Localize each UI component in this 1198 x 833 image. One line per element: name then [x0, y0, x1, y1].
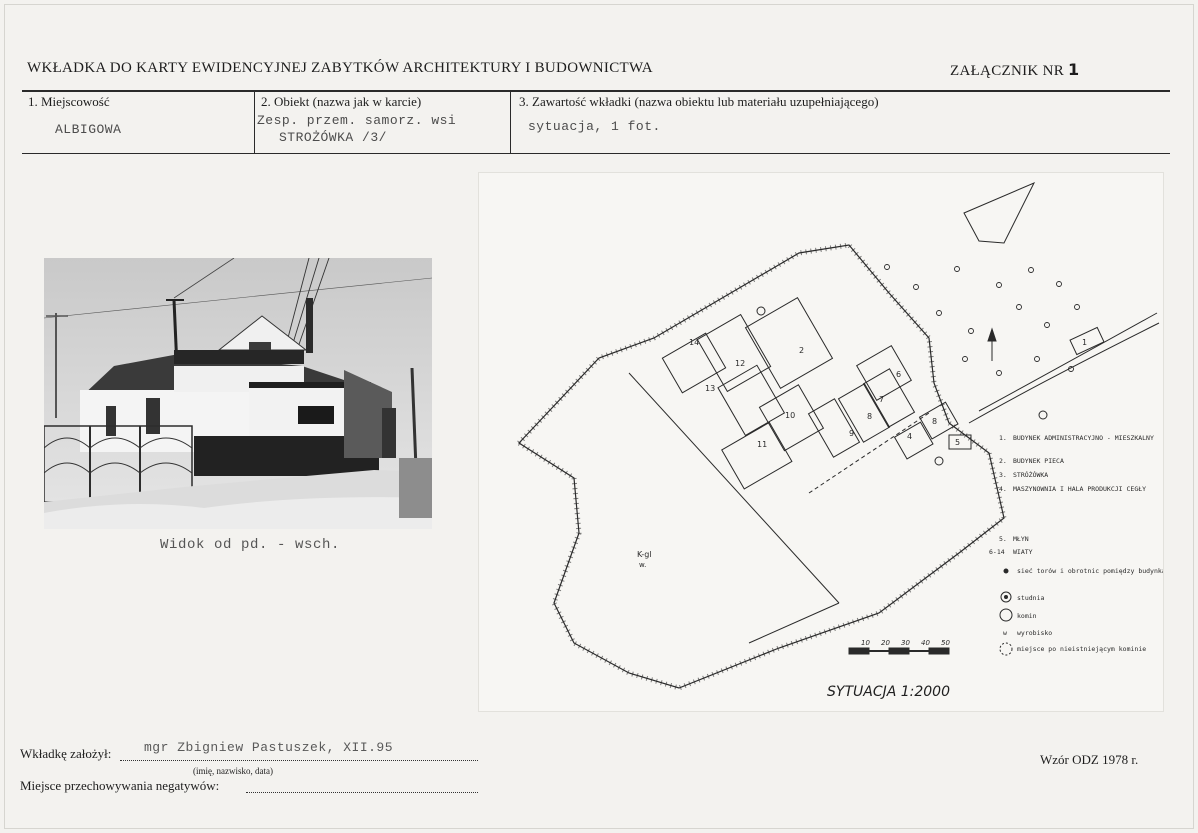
form-model: Wzór ODZ 1978 r. [1040, 752, 1139, 767]
symbol-text: komin [1017, 612, 1037, 620]
site-plan-drawing [479, 173, 1163, 711]
building-photo [44, 258, 432, 529]
contents-label: 3. Zawartość wkładki (nazwa obiektu lub materiału uzupełniającego) [519, 94, 879, 109]
building-number: 5 [955, 438, 961, 447]
building-number: 6 [896, 370, 902, 379]
column-divider-2 [510, 90, 511, 153]
scale-label: 40 [921, 639, 930, 647]
sheet-title: WKŁADKA DO KARTY EWIDENCYJNEJ ZABYTKÓW ARCHITEKTURY I BUDOWNICTWA [27, 60, 653, 76]
photo-caption: Widok od pd. - wsch. [160, 537, 341, 553]
locality-label: 1. Miejscowość [28, 94, 110, 109]
founder-value: mgr Zbigniew Pastuszek, XII.95 [144, 740, 394, 755]
column-divider-1 [254, 90, 255, 153]
building-number: 7 [879, 395, 885, 404]
building-number: 10 [785, 411, 796, 420]
object-value-line2: STROŻÓWKA /3/ [279, 130, 387, 145]
founder-note: (imię, nazwisko, data) [193, 766, 273, 776]
symbol-text: wyrobisko [1017, 629, 1053, 637]
legend-key: 5. [999, 535, 1007, 543]
building-number: 12 [735, 359, 746, 368]
building-number: 2 [799, 346, 805, 355]
plan-title: SYTUACJA 1:2000 [827, 684, 950, 700]
field-label: K-gl [637, 550, 652, 559]
legend-text: BUDYNEK PIECA [1013, 457, 1064, 465]
building-number: 9 [849, 429, 855, 438]
locality-value: ALBIGOWA [55, 122, 122, 137]
scale-label: 30 [901, 639, 910, 647]
legend-key: 2. [999, 457, 1007, 465]
field-sublabel: w. [639, 561, 647, 569]
building-number: 8 [867, 412, 873, 421]
scale-label: 50 [941, 639, 950, 647]
annex-label [950, 60, 1079, 80]
founder-dots [120, 760, 478, 761]
legend-key: 4. [999, 485, 1007, 493]
site-plan [478, 172, 1164, 712]
building-number: 4 [907, 432, 913, 441]
table-top-rule [22, 90, 1170, 92]
storage-label: Miejsce przechowywania negatywów: [20, 778, 220, 793]
annex-text: ZAŁĄCZNIK NR [950, 63, 1065, 79]
object-value-line1: Zesp. przem. samorz. wsi [257, 113, 457, 128]
legend-text: STRÓŻÓWKA [1013, 471, 1049, 479]
legend-text: MŁYN [1013, 535, 1029, 543]
contents-value: sytuacja, 1 fot. [528, 119, 661, 134]
symbol-text: sieć torów i obrotnic pomiędzy budynkami [1017, 567, 1163, 575]
object-label: 2. Obiekt (nazwa jak w karcie) [261, 94, 422, 109]
building-number: 1 [1082, 338, 1088, 347]
legend-text: BUDYNEK ADMINISTRACYJNO - MIESZKALNY [1013, 434, 1154, 442]
table-bottom-rule [22, 153, 1170, 154]
legend-text: MASZYNOWNIA I HALA PRODUKCJI CEGŁY [1013, 485, 1147, 493]
legend-key: 6-14 [989, 548, 1005, 556]
storage-dots [246, 792, 478, 793]
legend-text: WIATY [1013, 548, 1033, 556]
building-number: 11 [757, 440, 768, 449]
legend-key: 3. [999, 471, 1007, 479]
building-number: 14 [689, 338, 700, 347]
scale-label: 10 [861, 639, 870, 647]
founder-label: Wkładkę założył: [20, 746, 112, 761]
scale-label: 20 [881, 639, 890, 647]
symbol-text: miejsce po nieistniejącym kominie [1017, 645, 1147, 653]
symbol-key: w [1003, 629, 1007, 637]
annex-number: 1 [1068, 60, 1080, 79]
symbol-text: studnia [1017, 594, 1045, 602]
legend-key: 1. [999, 434, 1007, 442]
photo-drawing [44, 258, 432, 529]
building-number: 8 [932, 417, 938, 426]
building-number: 13 [705, 384, 716, 393]
